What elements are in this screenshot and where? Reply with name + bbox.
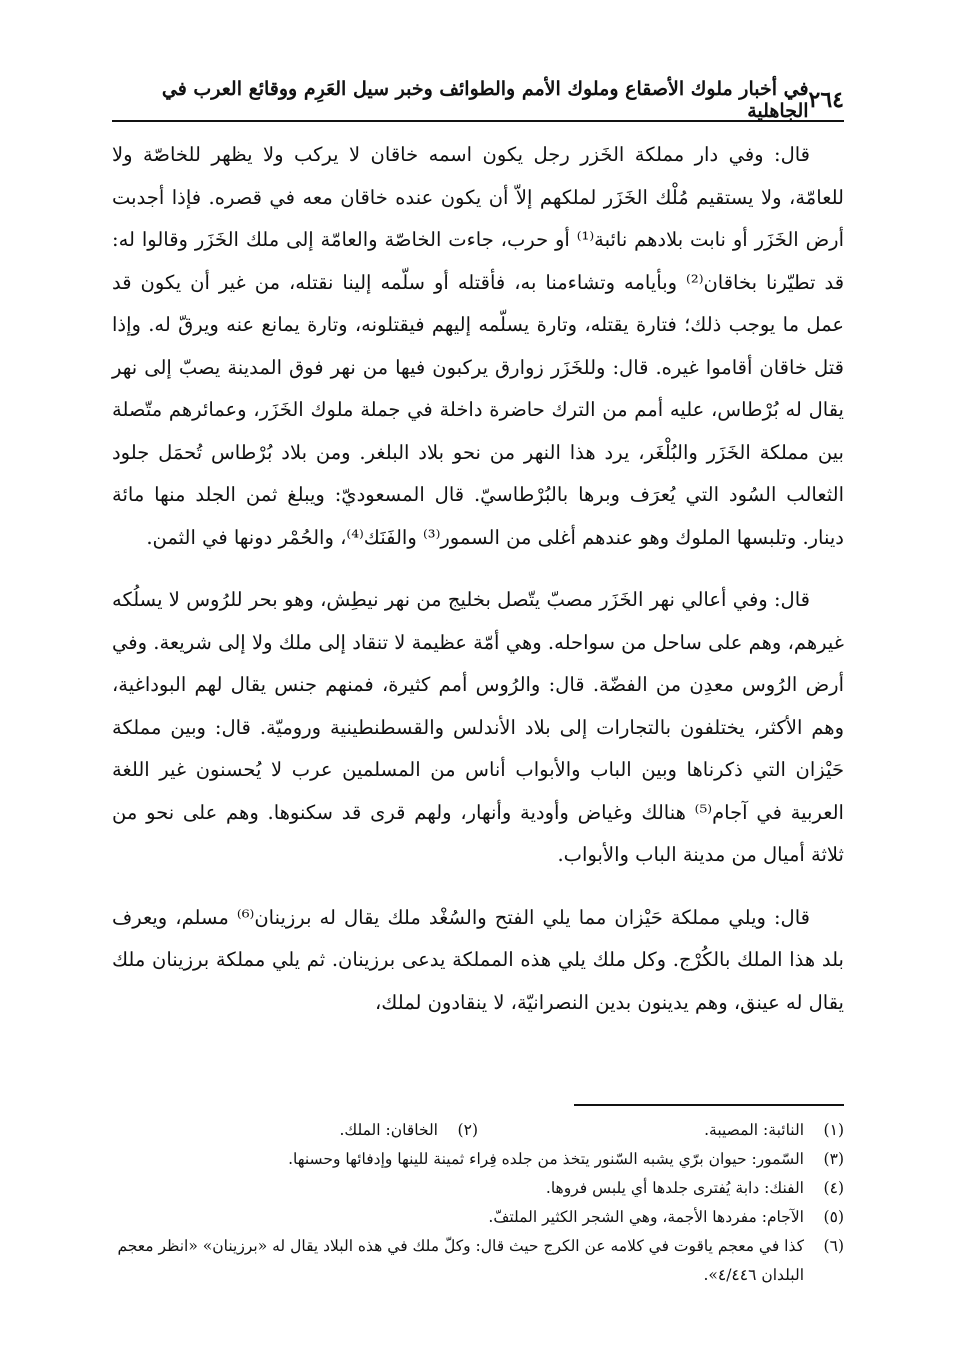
footnote-text: الخاقان: الملك. <box>339 1121 438 1139</box>
footnote-text: الآجام: مفردها الأجمة، وهي الشجر الكثير الملتفّ. <box>488 1208 804 1226</box>
footnote-1 <box>478 1116 844 1145</box>
footnote-5 <box>112 1203 844 1232</box>
footnote-separator <box>574 1104 844 1106</box>
running-header <box>112 80 844 122</box>
footnote-number: (٦) <box>823 1237 844 1255</box>
footnote-text: الفنك: دابة يُفترى جلدها أي يلبس فروها. <box>545 1179 804 1197</box>
footnote-row <box>112 1116 844 1145</box>
footnote-number: (١) <box>823 1121 844 1139</box>
page-number: ٢٦٤ <box>808 87 844 113</box>
footnote-3 <box>112 1145 844 1174</box>
main-text <box>112 134 844 1044</box>
header-title: في أخبار ملوك الأصقاع وملوك الأمم والطوائف وخبر سيل العَرِم ووقائع العرب في الجاهلية <box>161 78 809 122</box>
footnote-number: (٥) <box>823 1208 844 1226</box>
paragraph-3: قال: ويلي مملكة حَيْزان مما يلي الفتح والسُغْد ملك يقال له برزينان⁽⁶⁾ مسلم، ويعرف بلد هذا الملك بالكُرْج. وكل ملك يلي هذه المملكة يدعى برزينان. ثم يلي مملكة برزينان ملك يقال له عينق، وهم يدينون بدين النصرانيّة، لا ينقادون لملك، <box>112 905 844 1014</box>
footnote-number: (٣) <box>823 1150 844 1168</box>
footnote-2 <box>112 1116 478 1145</box>
footnote-number: (٢) <box>457 1121 478 1139</box>
footnote-text: كذا في معجم ياقوت في كلامه عن الكرج حيث قال: وكلّ ملك في هذه البلاد يقال له «برزينان» «انظر معجم البلدان ٤/٤٤٦». <box>117 1237 804 1284</box>
footnote-text: السّمور: حيوان برّي يشبه السّنور يتخذ من جلده فِراء ثمينة للينها وإدفائها وحسنها. <box>288 1150 804 1168</box>
footnote-text: النائبة: المصيبة. <box>704 1121 804 1139</box>
paragraph-1: قال: وفي دار مملكة الخَزر رجل يكون اسمه خاقان لا يركب ولا يظهر للخاصّة ولا للعامّة، ولا يستقيم مُلْك الخَزَر لملكهم إلاّ أن يكون عنده خاقان معه في قصره. فإذا أجدبت أرض الخَزَر أو نابت بلادهم نائبة⁽¹⁾ أو حرب، جاءت الخاصّة والعامّة إلى ملك الخَزَر وقالوا له: قد تطيّرنا بخاقان⁽²⁾ وبأيامه وتشاءمنا به، فأقتله أو سلّمه إلينا نقتله، من غير أن يكون قد عمل ما يوجب ذلك؛ فتارة يقتله، وتارة يسلّمه إليهم فيقتلونه، وتارة يمانع عنه ويرقّ له. وإذا قتل خاقان أقاموا غيره. قال: وللخَزَر زوارق يركبون فيها من نهر فوق المدينة يصبّ إلى نهر يقال له بُرْطاس، عليه أمم من الترك حاضرة داخلة في جملة ملوك الخَزَر، وعمائرهم متّصلة بين مملكة الخَزَر والبُلْغَر، يرد هذا النهر من نحو بلاد البلغر. ومن بلاد بُرْطاس تُحمَل جلود الثعالب السُود التي يُعرَف وبرها بالبُرْطاسيّ. قال المسعوديّ: ويبلغ ثمن الجلد منها مائة دينار. وتلبسها الملوك وهو عندهم أغلى من السمور⁽³⁾ والفَنَك⁽⁴⁾، والحُمْر دونها في الثمن. <box>112 143 845 549</box>
footnote-number: (٤) <box>823 1179 844 1197</box>
footnote-4 <box>112 1174 844 1203</box>
footnote-6 <box>112 1232 844 1290</box>
footnotes <box>112 1116 844 1290</box>
paragraph-2: قال: وفي أعالي نهر الخَزَر مصبّ يتّصل بخليج من نهر نيطِش، وهو بحر للرُوس لا يسلُكه غيرهم، وهم على ساحل من سواحله. وهي أمّة عظيمة لا تنقاد إلى ملك ولا إلى شريعة. وفي أرض الرُوس معدِن من الفضّة. قال: والرُوس أمم كثيرة، فمنهم جنس يقال لهم البوداغية، وهم الأكثر، يختلفون بالتجارات إلى بلاد الأندلس والقسطنطينية وروميّة. قال: وبين مملكة حَيْزان التي ذكرناها وبين الباب والأبواب أناس من المسلمين عرب لا يُحسنون غير اللغة العربية في آجام⁽⁵⁾ هنالك وغياض وأودية وأنهار، ولهم قرى قد سكنوها. وهم على نحو من ثلاثة أميال من مدينة الباب والأبواب. <box>112 588 844 866</box>
